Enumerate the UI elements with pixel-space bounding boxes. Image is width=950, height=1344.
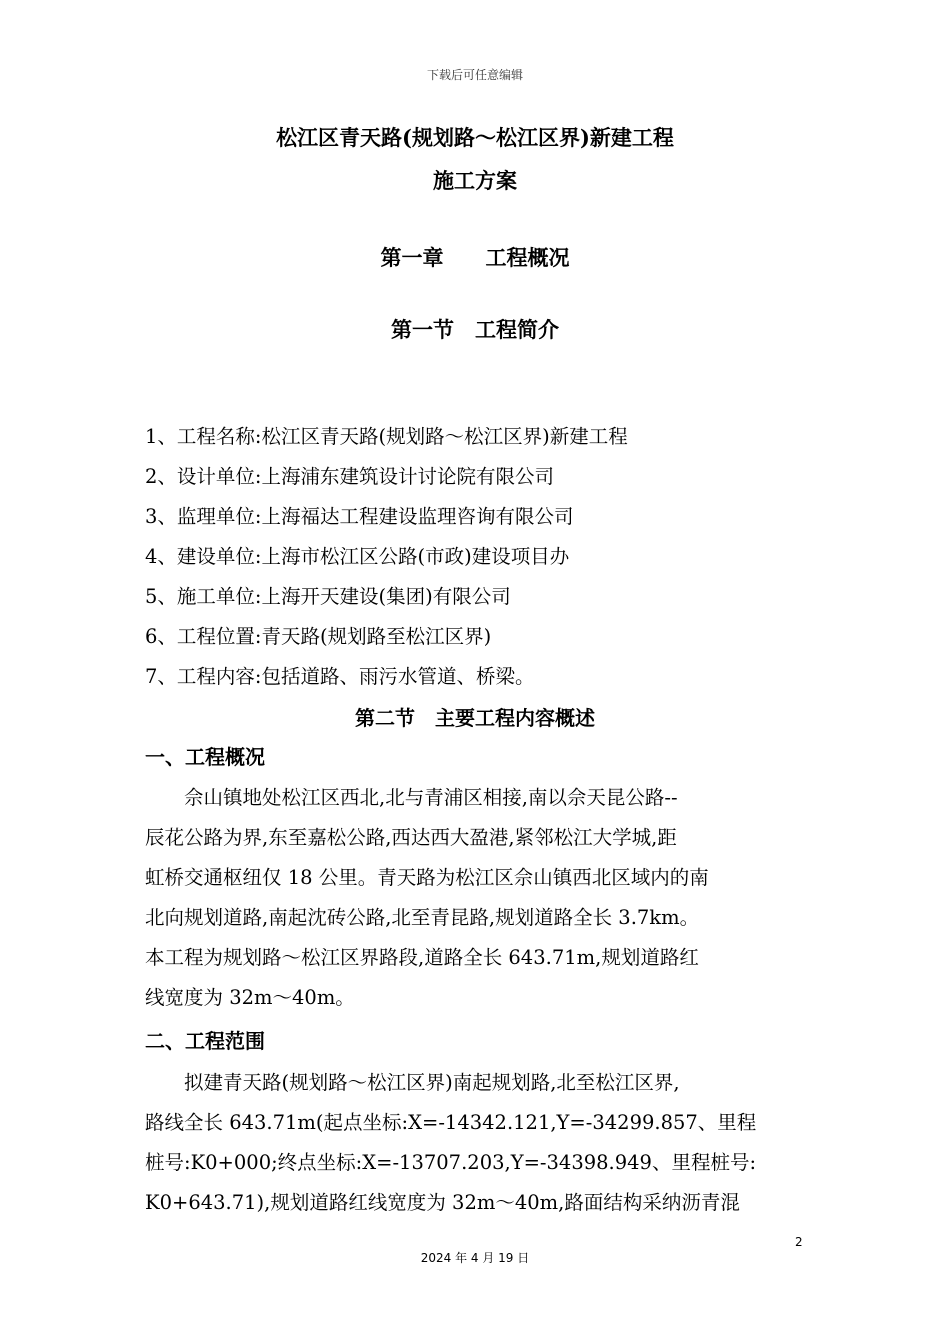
paragraph-line: 虹桥交通枢纽仅 18 公里。青天路为松江区佘山镇西北区域内的南 <box>145 866 709 889</box>
paragraph-line: 线宽度为 32m～40m。 <box>145 986 355 1009</box>
paragraph-line: 北向规划道路,南起沈砖公路,北至青昆路,规划道路全长 3.7km。 <box>145 906 700 929</box>
part2-label: 二、工程范围 <box>145 1029 265 1053</box>
paragraph-line: 佘山镇地处松江区西北,北与青浦区相接,南以佘天昆公路-- <box>145 786 678 809</box>
section-heading-2: 第二节 主要工程内容概述 <box>355 706 595 730</box>
document-subtitle: 施工方案 <box>433 168 517 193</box>
paragraph-line: 本工程为规划路～松江区界路段,道路全长 643.71m,规划道路红 <box>145 946 699 969</box>
list-item: 4、建设单位:上海市松江区公路(市政)建设项目办 <box>145 545 570 568</box>
list-item: 1、工程名称:松江区青天路(规划路～松江区界)新建工程 <box>145 425 628 448</box>
chapter-heading: 第一章 工程概况 <box>380 245 570 270</box>
paragraph-line: K0+643.71),规划道路红线宽度为 32m～40m,路面结构采纳沥青混 <box>145 1191 740 1214</box>
part1-label: 一、工程概况 <box>145 745 265 769</box>
paragraph-line: 路线全长 643.71m(起点坐标:X=-14342.121,Y=-34299.857、里程 <box>145 1111 757 1134</box>
paragraph-line: 拟建青天路(规划路～松江区界)南起规划路,北至松江区界, <box>145 1071 680 1094</box>
document-title: 松江区青天路(规划路～松江区界)新建工程 <box>276 125 674 150</box>
list-item: 7、工程内容:包括道路、雨污水管道、桥梁。 <box>145 665 535 688</box>
list-item: 2、设计单位:上海浦东建筑设计讨论院有限公司 <box>145 465 554 488</box>
paragraph-line: 桩号:K0+000;终点坐标:X=-13707.203,Y=-34398.949、里程桩号: <box>145 1151 757 1174</box>
list-item: 5、施工单位:上海开天建设(集团)有限公司 <box>145 585 511 608</box>
section-heading-1: 第一节 工程简介 <box>391 317 559 342</box>
page-number: 2 <box>795 1235 803 1249</box>
header-note: 下载后可任意编辑 <box>426 68 523 82</box>
list-item: 6、工程位置:青天路(规划路至松江区界) <box>145 625 492 648</box>
footer-date: 2024 年 4 月 19 日 <box>420 1251 530 1265</box>
paragraph-line: 辰花公路为界,东至嘉松公路,西达西大盈港,紧邻松江大学城,距 <box>145 826 677 849</box>
list-item: 3、监理单位:上海福达工程建设监理咨询有限公司 <box>145 505 574 528</box>
